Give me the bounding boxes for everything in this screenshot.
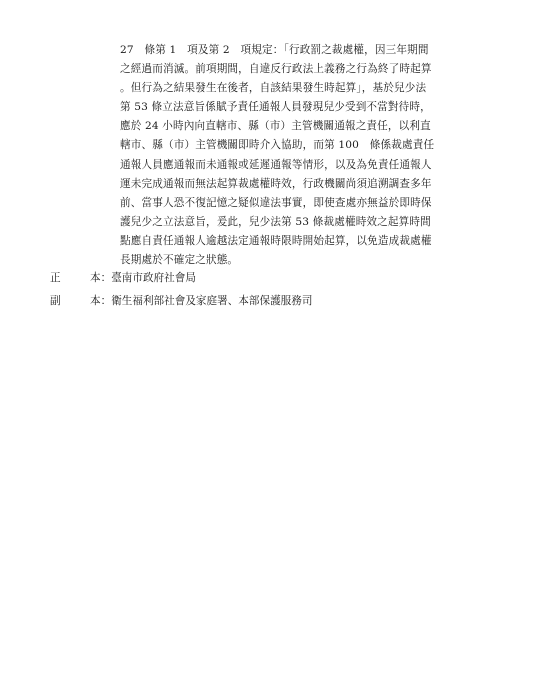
primary-label: 正 — [50, 272, 61, 284]
paragraph-line: 護兒少之立法意旨，爰此，兒少法第 53 條裁處權時效之起算時間 — [120, 215, 431, 228]
paragraph-line: 第 53 條立法意旨係賦予責任通報人員發現兒少受到不當對待時， — [120, 101, 431, 114]
paragraph-line: 前、當事人恐不復記憶之疑似違法事實，即使查處亦無益於即時保 — [120, 196, 432, 209]
paragraph-line: 27 條第 1 項及第 2 項規定：「行政罰之裁處權，因三年期間 — [120, 44, 429, 56]
paragraph-line: 通報人員應通報而未通報或延遲通報等情形，以及為免責任通報人 — [120, 158, 432, 171]
copy-recipient-row — [50, 290, 490, 313]
primary-ben-label: 本： — [90, 272, 112, 284]
paragraph-line: 轄市、縣（市）主管機關即時介入協助，而第 100 條係裁處責任 — [120, 139, 435, 152]
paragraph-line: 之經過而消滅。前項期間，自違反行政法上義務之行為終了時起算 — [120, 63, 432, 76]
paragraph-line: 長期處於不確定之狀態。 — [120, 254, 239, 267]
copy-recipients: 衛生福利部社會及家庭署、本部保護服務司 — [111, 295, 313, 307]
document-body-paragraph — [120, 41, 465, 270]
paragraph-line: 。但行為之結果發生在後者，自該結果發生時起算」，基於兒少法 — [120, 82, 427, 95]
primary-recipient-row — [50, 267, 490, 290]
copy-ben-label: 本： — [90, 295, 112, 307]
primary-recipients: 臺南市政府社會局 — [111, 272, 196, 284]
paragraph-line: 應於 24 小時內向直轄市、縣（市）主管機關通報之責任，以利直 — [120, 120, 431, 133]
paragraph-line: 運未完成通報而無法起算裁處權時效，行政機關尚須追溯調查多年 — [120, 177, 432, 190]
copy-label: 副 — [50, 295, 61, 307]
distribution-list — [50, 267, 490, 313]
paragraph-line: 點應自責任通報人逾越法定通報時限時開始起算，以免造成裁處權 — [120, 234, 432, 247]
